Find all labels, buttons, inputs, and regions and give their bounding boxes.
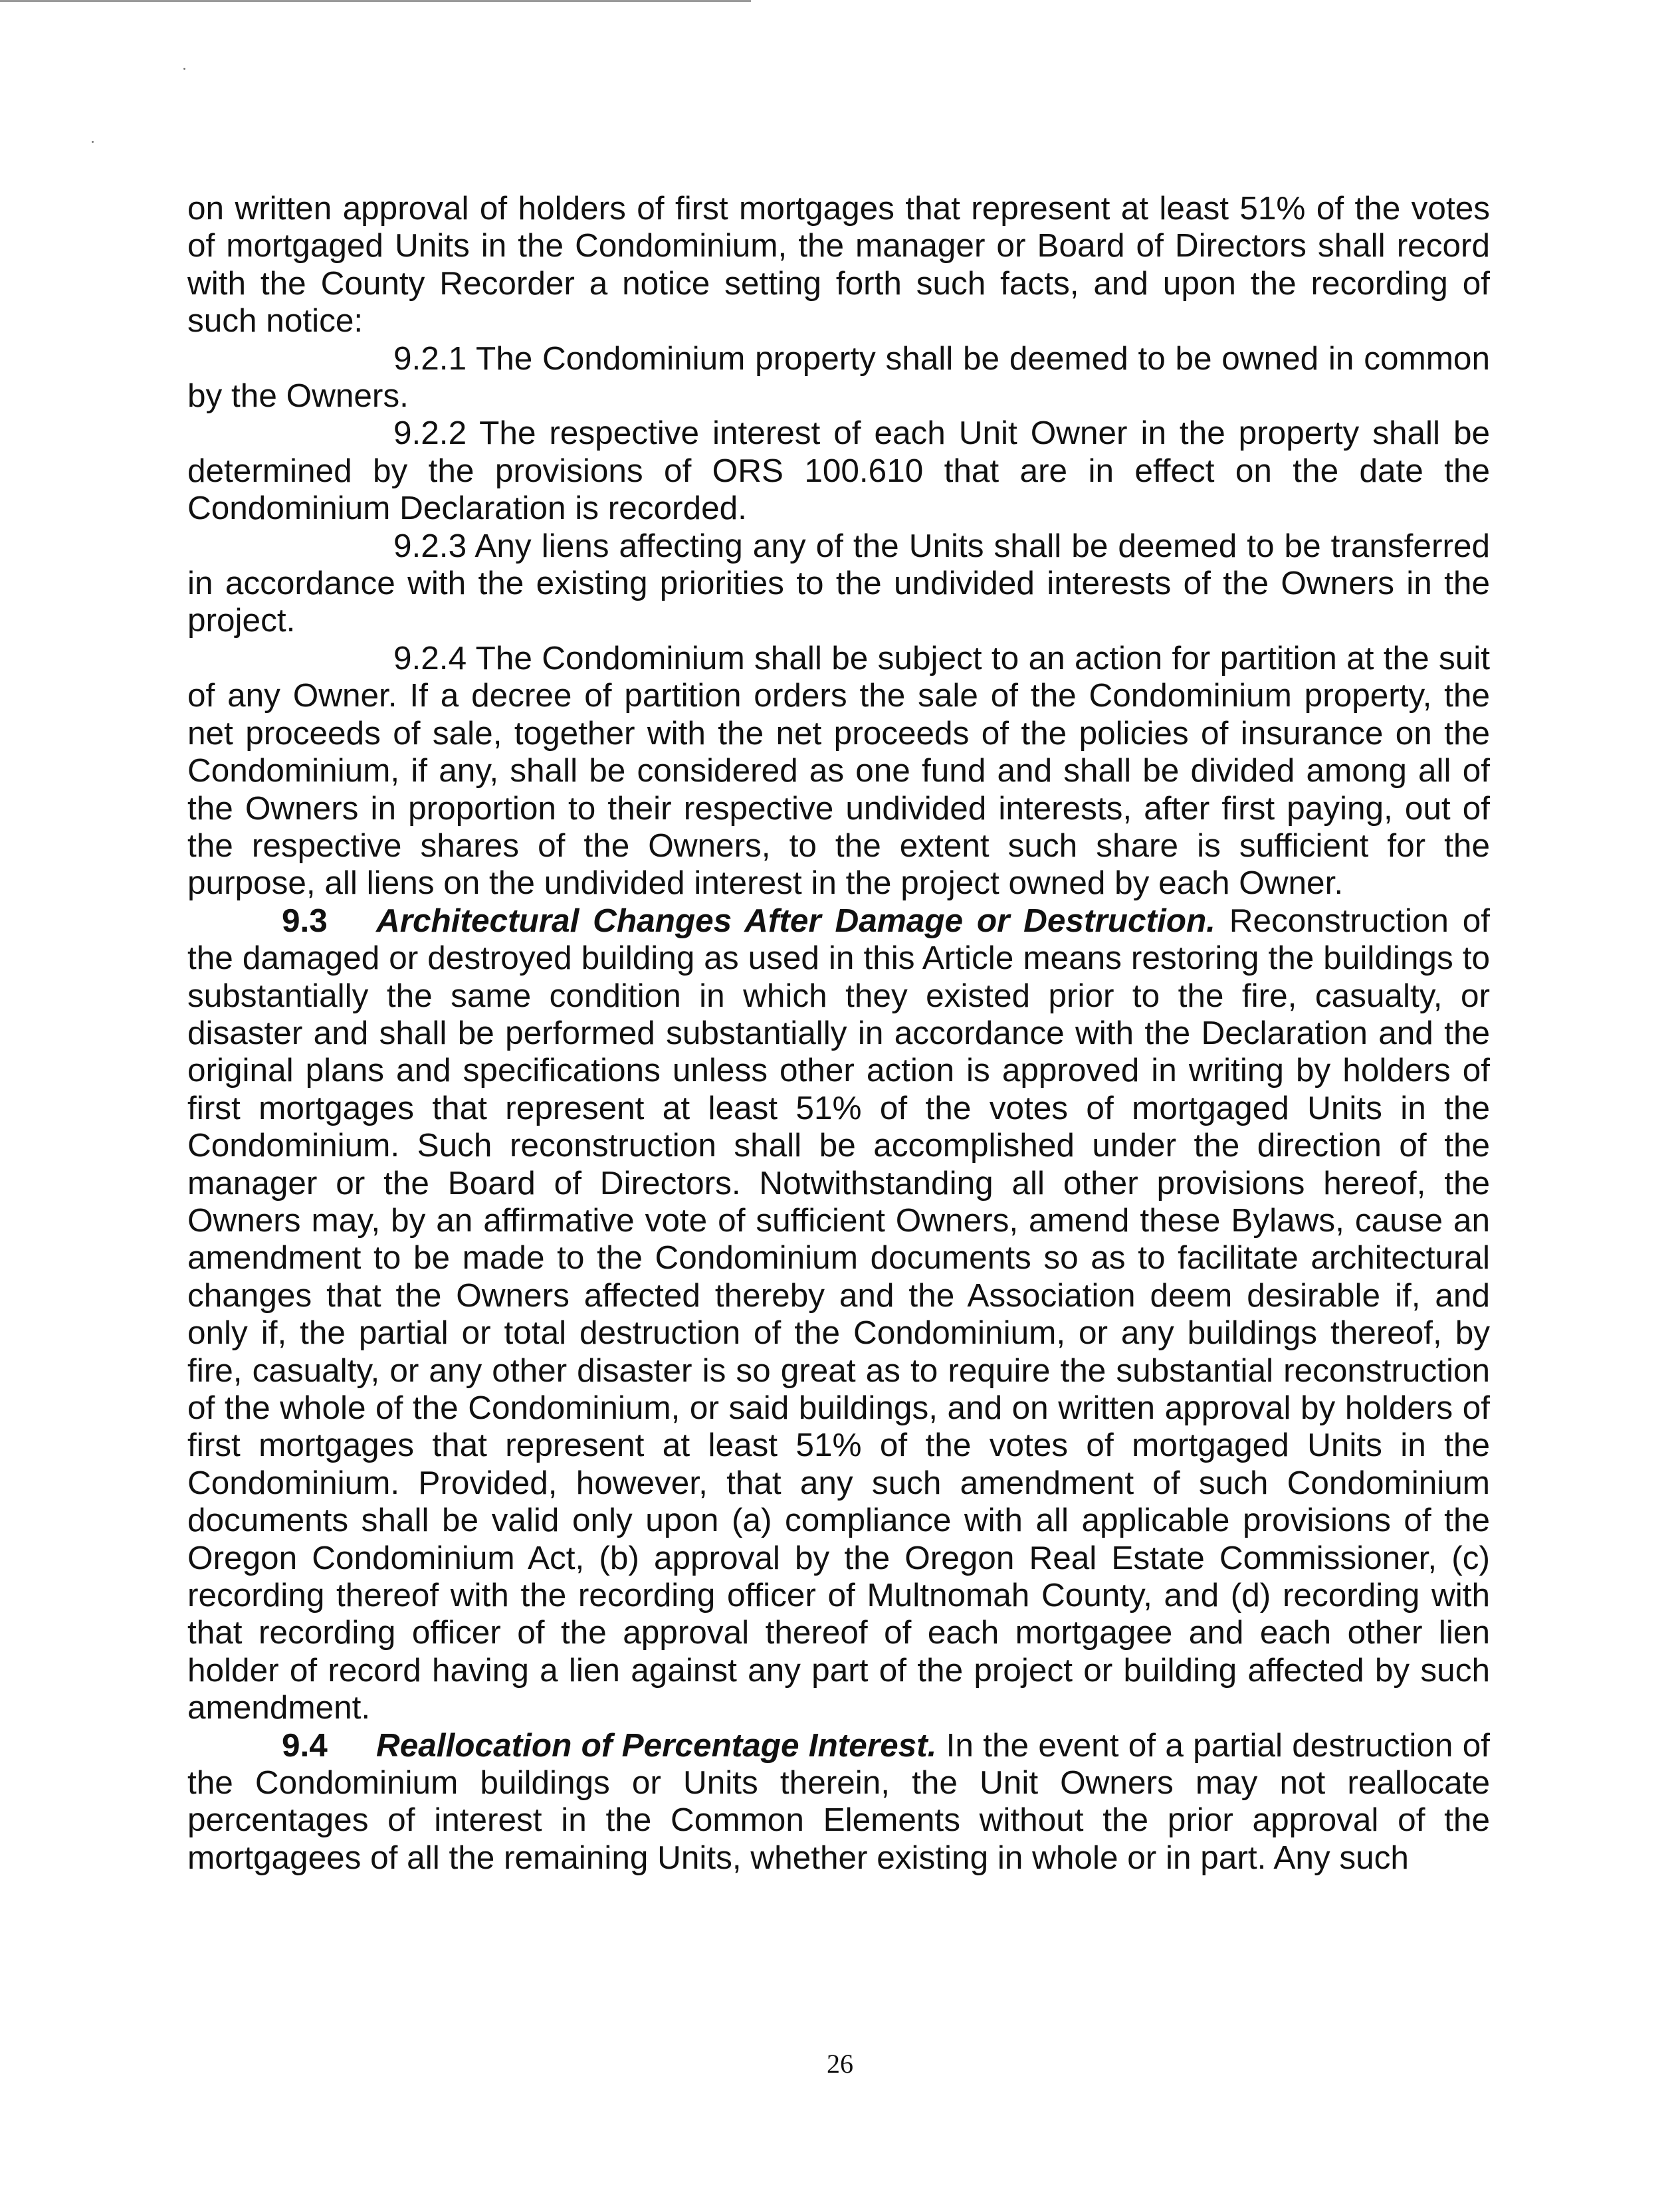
scan-top-edge [0,0,751,2]
scan-speck [92,141,94,143]
section-text: In the event of a partial destruction of the Condominium buildings or Units therein, the Unit Owners may not reallocate percentages of interest in the Common Elements without the prior approval of the mortgagees of all the remaining Units, whether existing in whole or in part. Any such [187,1726,1490,1876]
subsection-text: Any liens affecting any of the Units shall be deemed to be transferred in accordance with the existing priorities to the undivided interests of the Owners in the project. [187,527,1490,639]
subsection-number: 9.2.1 [393,340,467,377]
document-body [187,190,1490,1877]
scan-speck [183,68,185,70]
page-number: 26 [827,2049,853,2079]
subsection-text: The respective interest of each Unit Owner in the property shall be determined by the provisions of ORS 100.610 that are in effect on the date the Condominium Declaration is recorded. [187,415,1491,527]
section-number: 9.4 [282,1726,328,1764]
section-title: Reallocation of Percentage Interest. [376,1726,937,1764]
section-9-4 [187,1727,1490,1877]
section-text: Reconstruction of the damaged or destroyed building as used in this Article means restoring the buildings to substantially the same condition in which they existed prior to the fire, casualty, or disaster and shall be performed substantially in accordance with the Declaration and the original plans and specifications unless other action is approved in writing by holders of first mortgages that represent at least 51% of the votes of mortgaged Units in the Condominium. Such reconstruction shall be accomplished under the direction of the manager or the Board of Directors. Notwithstanding all other provisions hereof, the Owners may, by an affirmative vote of sufficient Owners, amend these Bylaws, cause an amendment to be made to the Condominium documents so as to facilitate architectural changes that the Owners affected thereby and the Association deem desirable if, and only if, the partial or total destruction of the Condominium, or any buildings thereof, by fire, casualty, or any other disaster is so great as to require the substantial reconstruction of the whole of the Condominium, or said buildings, and on written approval by holders of first mortgages that represent at least 51% of the votes of mortgaged Units in the Condominium. Provided, however, that any such amendment of such Condominium documents shall be valid only upon (a) compliance with all applicable provisions of the Oregon Condominium Act, (b) approval by the Oregon Real Estate Commissioner, (c) recording thereof with the recording officer of Multnomah County, and (d) recording with that recording officer of the approval thereof of each mortgagee and each other lien holder of record having a lien against any part of the project or building affected by such amendment. [187,902,1490,1726]
subsection-number: 9.2.3 [393,527,467,564]
subsection-text: The Condominium shall be subject to an action for partition at the suit of any Owner. If a decree of partition orders the sale of the Condominium property, the net proceeds of sale, together with the net proceeds of the policies of insurance on the Condominium, if any, shall be considered as one fund and shall be divided among all of the Owners in proportion to their respective undivided interests, after first paying, out of the respective shares of the Owners, to the extent such share is sufficient for the purpose, all liens on the undivided interest in the project owned by each Owner. [187,639,1491,902]
section-title: Architectural Changes After Damage or Destruction. [376,902,1215,939]
subsection-text: The Condominium property shall be deemed to be owned in common by the Owners. [187,340,1490,415]
subsection-9-2-3 [187,528,1490,640]
section-9-3 [187,902,1490,1727]
subsection-number: 9.2.2 [393,415,467,452]
intro-paragraph: on written approval of holders of first mortgages that represent at least 51% of the votes of mortgaged Units in the Condominium, the manager or Board of Directors shall record with the County Recorder a notice setting forth such facts, and upon the recording of such notice: [187,190,1490,340]
subsection-9-2-4 [187,640,1490,902]
section-number: 9.3 [282,902,328,939]
subsection-9-2-2 [187,415,1490,527]
subsection-9-2-1 [187,340,1490,415]
subsection-number: 9.2.4 [393,639,467,677]
